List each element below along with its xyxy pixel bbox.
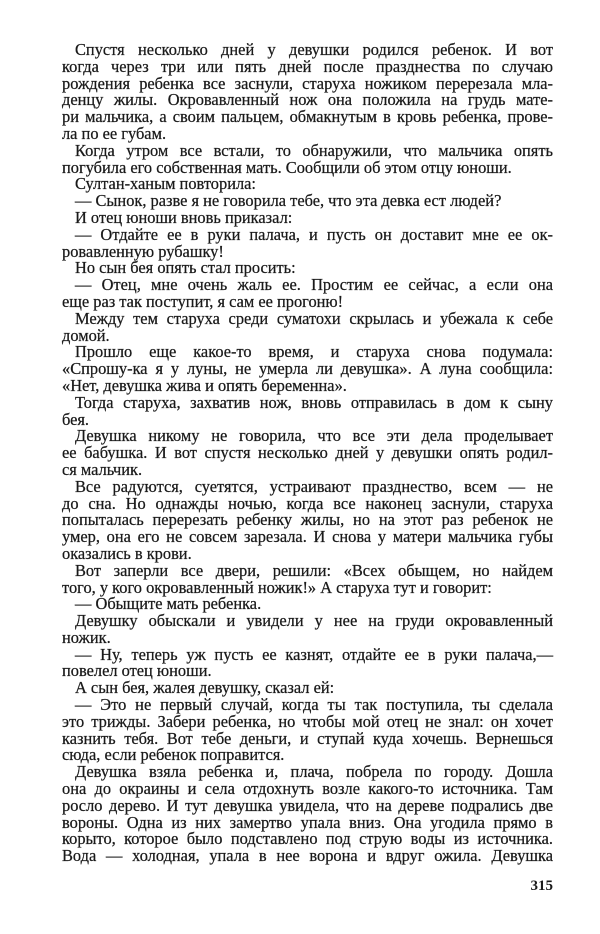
paragraph [62,224,553,261]
text-line: того, у кого окровавленный ножик!» А старуха тут и говорит: [62,577,492,597]
text-line: Между тем старуха среди суматохи скрылась и убежала к себе [75,308,553,328]
text-line: до сна. Но однажды ночью, когда все наконец заснули, старуха [62,493,553,513]
text-line: рождения ребенка все заснули, старуха ножиком перерезала мла- [62,73,553,93]
text-line: — Обыщите мать ребенка. [75,594,262,614]
text-line: умер, она его не совсем зарезала. И снова у матери мальчика губы [62,527,553,547]
paragraph [62,697,553,764]
text-line: еще раз так поступит, я сам ее прогоню! [62,291,344,311]
paragraph [62,613,553,647]
text-line: она до окраины и села отдохнуть возле какого-то источника. Там [62,779,553,799]
text-line: «Нет, девушка жива и опять беременна». [62,375,347,395]
text-line: ровавленную рубашку! [62,241,224,261]
text-line: — Это не первый случай, когда ты так поступила, ты сделала [75,695,553,715]
text-line: И отец юноши вновь приказал: [75,207,293,227]
text-line: Прошло еще какое-то время, и старуха снова подумала: [75,342,553,362]
paragraph [62,476,553,563]
text-line: вороны. Одна из них замертво упала вниз. Она угодила прямо в [62,812,553,832]
paragraph [62,140,553,177]
text-line: росло дерево. И тут девушка увидела, что на дереве подрались две [62,795,553,815]
paragraph [62,344,553,394]
text-line: казнить тебя. Вот тебе деньги, и ступай куда хочешь. Вернешься [62,728,553,748]
text-line: попыталась перерезать ребенку жилы, но на этот раз ребенок не [62,510,553,530]
text-line: Вода — холодная, упала в нее ворона и вдруг ожила. Девушка [62,846,553,866]
text-line: Вот заперли все двери, решили: «Всех обыщем, но найдем [75,560,553,580]
text-line: «Спрошу-ка я у луны, не умерла ли девушка». А луна сообщила: [62,359,553,379]
text-line: ла по ее губам. [62,123,167,143]
paragraph [62,308,553,345]
text-line: Девушка никому не говорила, что все эти дела проделывает [75,426,553,446]
text-line: денцу жилы. Окровавленный нож она положила на грудь мате- [62,90,553,110]
paragraph [62,428,553,478]
text-line: Султан-ханым повторила: [75,174,256,194]
text-line: корыто, которое было подставлено под струю воды из источника. [62,829,553,849]
paragraph [62,277,553,311]
text-line: Девушку обыскали и увидели у нее на груди окровавленный [75,611,553,631]
text-line: ся мальчик. [62,459,143,479]
paragraph [62,392,553,429]
text-line: Тогда старуха, захватив нож, вновь отправилась в дом к сыну [75,392,553,412]
text-line: А сын бея, жалея девушку, сказал ей: [75,678,335,698]
text-line: Когда утром все встали, то обнаружили, что мальчика опять [75,140,553,160]
text-line: сюда, если ребенок поправится. [62,745,285,765]
paragraph [62,644,553,681]
text-line: погубила его собственная мать. Сообщили об этом отцу юноши. [62,157,512,177]
text-line: домой. [62,325,110,345]
text-line: оказались в крови. [62,543,192,563]
text-line: ее бабушка. И вот спустя несколько дней у девушки опять родил- [62,443,553,463]
text-line: это трижды. Забери ребенка, но чтобы мой отец не знал: он хочет [62,711,553,731]
text-line: — Отдайте ее в руки палача, и пусть он доставит мне ее ок- [75,224,553,244]
text-line: Все радуются, суетятся, устраивают празднество, всем — не [75,476,553,496]
text-line: бея. [62,409,90,429]
text-line: Спустя несколько дней у девушки родился ребенок. И вот [75,40,553,59]
page-body-text [62,42,553,865]
text-line: когда через три или пять дней после празднества по случаю [62,56,553,76]
text-line: — Ну, теперь уж пусть ее казнят, отдайте ее в руки палача,— [75,644,553,664]
paragraph [62,42,553,143]
text-line: Но сын бея опять стал просить: [75,258,296,278]
text-line: Девушка взяла ребенка и, плача, побрела по городу. Дошла [75,762,553,782]
text-line: ножик. [62,627,111,647]
paragraph [62,560,553,597]
text-line: — Отец, мне очень жаль ее. Простим ее сейчас, а если она [75,275,553,295]
text-line: ри мальчика, а своим пальцем, обмакнутым в кровь ребенка, прове- [62,107,553,127]
text-line: — Сынок, разве я не говорила тебе, что эта девка ест людей? [75,191,502,211]
text-line: повелел отец юноши. [62,661,212,681]
page-number: 315 [530,878,553,894]
paragraph [62,764,553,865]
